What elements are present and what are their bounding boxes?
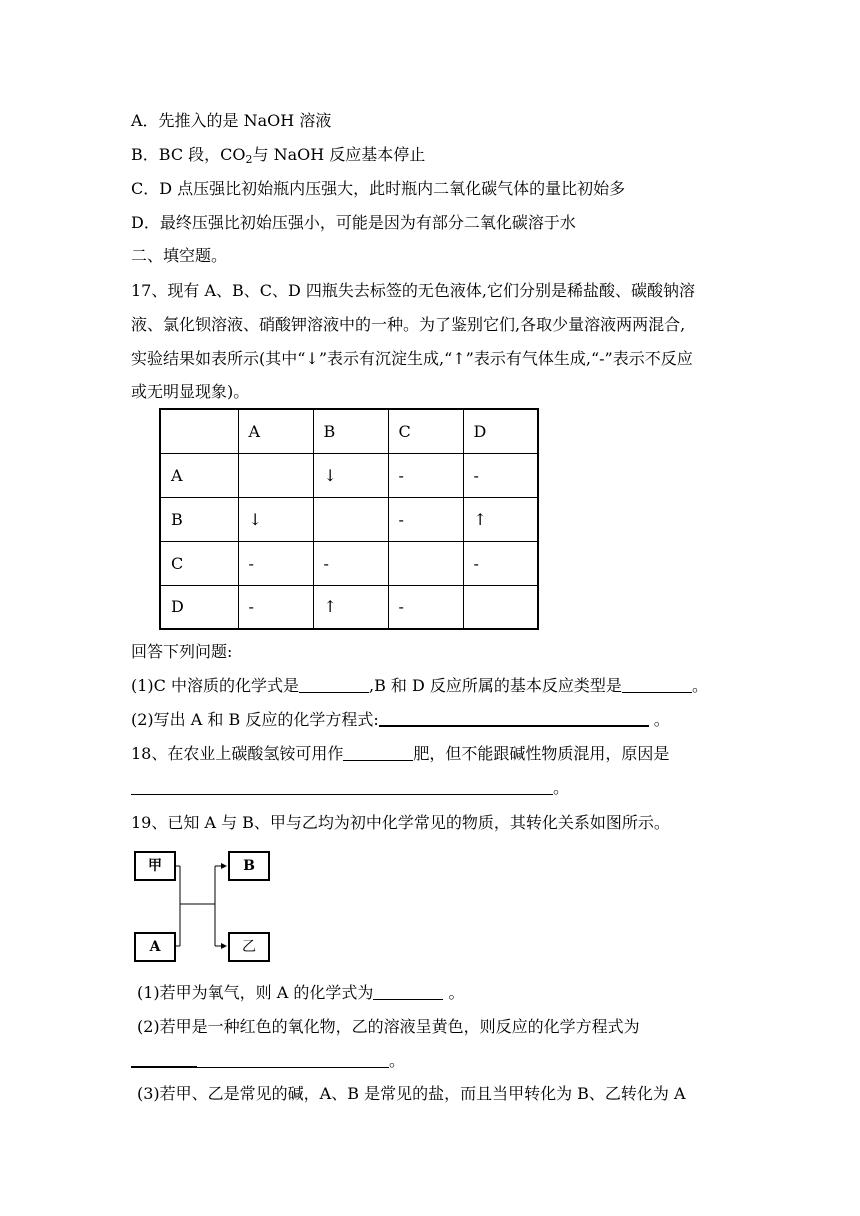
q19-sub1-text-c: 。	[443, 983, 465, 1002]
answer-blank[interactable]	[622, 676, 692, 693]
table-cell: -	[388, 453, 463, 497]
answer-blank[interactable]	[343, 744, 413, 761]
node-a: A	[134, 932, 176, 962]
q17-sub2	[131, 709, 670, 731]
q18-text-a: 18、在农业上碳酸氢铵可用作	[131, 744, 344, 763]
q18-line2	[131, 777, 569, 799]
q17-line4: 或无明显现象)。	[131, 382, 250, 401]
option-c: C．D 点压强比初始瓶内压强大，此时瓶内二氧化碳气体的量比初始多	[131, 179, 626, 198]
q19-sub1-text-a: (1)若甲为氧气，则 A 的化学式为	[137, 983, 374, 1002]
q19-sub2: (2)若甲是一种红色的氧化物，乙的溶液呈黄色，则反应的化学方程式为	[137, 1017, 640, 1036]
option-a: A．先推入的是 NaOH 溶液	[131, 111, 332, 130]
answer-blank[interactable]	[131, 1050, 197, 1068]
table-cell: -	[463, 453, 538, 497]
answer-blank[interactable]	[379, 709, 649, 727]
q17-answer-prompt: 回答下列问题:	[131, 642, 233, 661]
answer-blank[interactable]	[373, 983, 443, 1000]
option-b-post: 与 NaOH 反应基本停止	[252, 145, 426, 164]
q17-sub2-text-a: (2)写出 A 和 B 反应的化学方程式:	[131, 710, 379, 729]
table-row	[160, 497, 538, 541]
q17-line3: 实验结果如表所示(其中“↓”表示有沉淀生成,“↑”表示有气体生成,“-”表示不反应	[131, 349, 693, 368]
table-cell: ↓	[238, 497, 313, 541]
conversion-diagram	[131, 846, 276, 964]
answer-blank[interactable]	[299, 676, 369, 693]
node-jia: 甲	[134, 851, 176, 881]
table-cell: ↓	[313, 453, 388, 497]
q19-sub2-answer	[131, 1050, 405, 1072]
table-cell: B	[313, 409, 388, 453]
table-cell: -	[388, 497, 463, 541]
q19-sub3: (3)若甲、乙是常见的碱，A、B 是常见的盐，而且当甲转化为 B、乙转化为 A	[137, 1084, 686, 1103]
table-cell	[238, 453, 313, 497]
table-row	[160, 585, 538, 629]
option-b-pre: B．BC 段，CO	[131, 145, 246, 164]
q19-sub2-end: 。	[389, 1051, 406, 1070]
q18-line2-end: 。	[553, 778, 570, 797]
node-b: B	[228, 851, 270, 881]
table-cell: B	[160, 497, 238, 541]
option-b-sub: 2	[245, 153, 253, 166]
answer-blank[interactable]	[131, 778, 553, 795]
table-cell: C	[160, 541, 238, 585]
q17-line2: 液、氯化钡溶液、硝酸钾溶液中的一种。为了鉴别它们,各取少量溶液两两混合,	[131, 315, 686, 334]
table-row	[160, 541, 538, 585]
option-d: D．最终压强比初始压强小，可能是因为有部分二氧化碳溶于水	[131, 213, 576, 232]
table-cell: -	[463, 541, 538, 585]
q17-sub1	[131, 675, 708, 697]
answer-blank[interactable]	[197, 1051, 389, 1068]
table-cell: -	[313, 541, 388, 585]
table-cell: -	[388, 585, 463, 629]
q18-text-b: 肥，但不能跟碱性物质混用，原因是	[413, 744, 670, 763]
q17-line1: 17、现有 A、B、C、D 四瓶失去标签的无色液体,它们分别是稀盐酸、碳酸钠溶	[131, 281, 696, 300]
q19-line1: 19、已知 A 与 B、甲与乙均为初中化学常见的物质，其转化关系如图所示。	[131, 813, 670, 832]
table-cell: ↑	[313, 585, 388, 629]
table-cell: -	[238, 541, 313, 585]
table-header-row	[160, 409, 538, 453]
q17-sub1-text-a: (1)C 中溶质的化学式是	[131, 676, 299, 695]
q17-sub1-text-c: 。	[691, 676, 708, 695]
node-yi: 乙	[228, 932, 270, 962]
table-cell	[388, 541, 463, 585]
table-row	[160, 453, 538, 497]
table-cell	[463, 585, 538, 629]
table-cell: D	[160, 585, 238, 629]
table-cell: A	[238, 409, 313, 453]
table-cell: C	[388, 409, 463, 453]
reaction-table	[159, 408, 539, 630]
q19-sub1	[137, 982, 465, 1004]
table-cell: D	[463, 409, 538, 453]
section-title: 二、填空题。	[131, 246, 228, 265]
table-cell: ↑	[463, 497, 538, 541]
q17-sub1-text-b: ,B 和 D 反应所属的基本反应类型是	[369, 676, 622, 695]
q18-line1	[131, 743, 669, 765]
option-b	[131, 144, 425, 166]
q17-sub2-text-c: 。	[648, 710, 670, 729]
table-cell: A	[160, 453, 238, 497]
table-cell	[313, 497, 388, 541]
table-cell: -	[238, 585, 313, 629]
table-cell	[160, 409, 238, 453]
